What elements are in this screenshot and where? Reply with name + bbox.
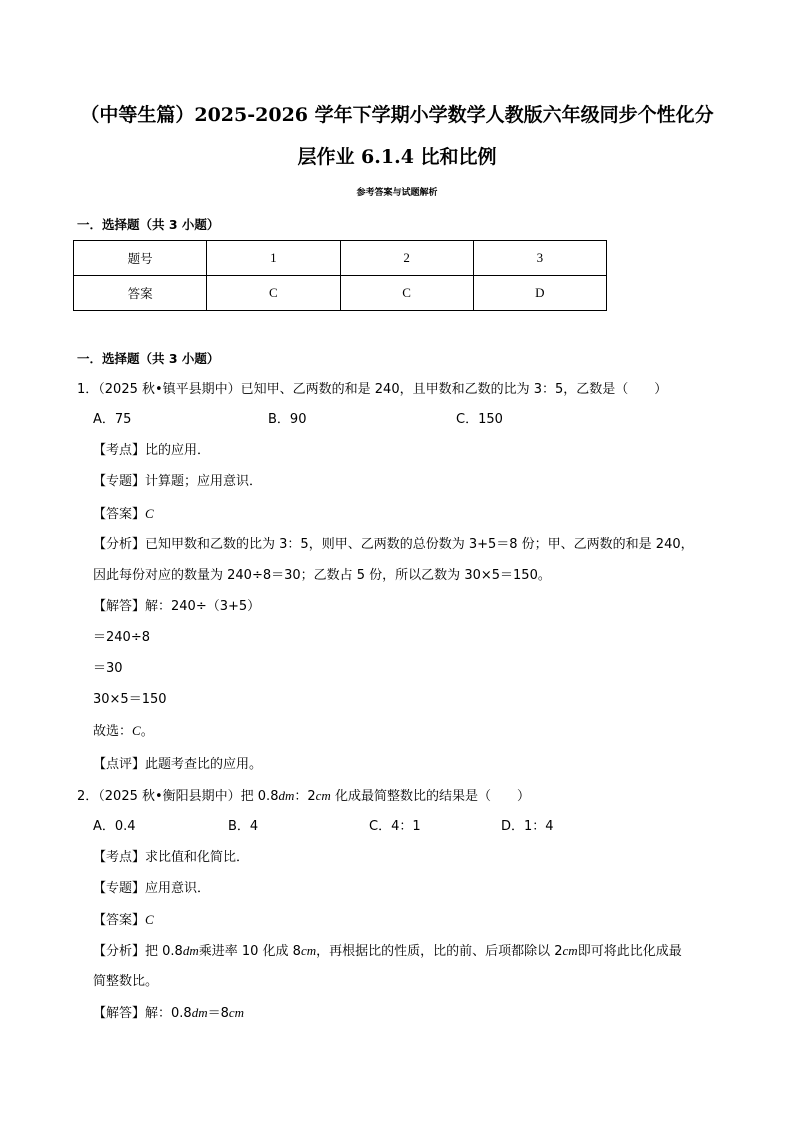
- q2-fenxi-part1: 把 0.8: [145, 944, 183, 959]
- q1-kaodian-tag: 【考点】: [93, 443, 146, 458]
- q1-jieda-tag: 【解答】: [93, 599, 146, 614]
- q1-fenxi-tag: 【分析】: [93, 537, 146, 552]
- q1-stem: 1．（2025 秋•镇平县期中）已知甲、乙两数的和是 240，且甲数和乙数的比为 3：5，乙数是（ ）: [77, 382, 668, 397]
- answer-table-number-cell: 3: [473, 241, 606, 276]
- q1-kaodian: [93, 442, 210, 460]
- q2-option-c: C．4：1: [369, 819, 421, 834]
- answer-table: [73, 240, 607, 311]
- q1-daan: [93, 505, 154, 524]
- q2-option-d: D．1：4: [501, 819, 554, 834]
- q1-jieda-line2: ＝240÷8: [93, 630, 150, 645]
- answer-table-answer-cell: C: [207, 276, 340, 311]
- q2-jieda-tag: 【解答】: [93, 1006, 146, 1021]
- q2-fenxi-line2: 简整数比。: [93, 974, 159, 989]
- q2-fenxi-part3: ，再根据比的性质，比的前、后项都除以 2: [316, 944, 563, 959]
- q2-jieda-unit1: dm: [191, 1005, 208, 1020]
- q1-jieda-line1: 解：240÷（3+5）: [145, 599, 261, 614]
- q1-option-b: B．90: [268, 412, 307, 427]
- q1-guxuan-suffix: 。: [140, 724, 154, 739]
- q2-daan-text: C: [145, 912, 154, 927]
- q1-zhuanti: [93, 473, 262, 491]
- document-title-line1: （中等生篇）2025-2026 学年下学期小学数学人教版六年级同步个性化分: [80, 104, 714, 126]
- q1-guxuan-letter: C: [132, 723, 141, 738]
- q1-dianping: [93, 756, 262, 774]
- q2-stem-unit1: dm: [278, 788, 295, 803]
- q1-fenxi: [93, 536, 694, 554]
- q2-jieda-part2: ＝8: [207, 1006, 229, 1021]
- document-title-line2: 层作业 6.1.4 比和比例: [297, 146, 497, 168]
- answer-table-answer-row: [74, 276, 607, 311]
- q2-jieda-part1: 解：0.8: [145, 1006, 192, 1021]
- q2-daan-tag: 【答案】: [93, 913, 146, 928]
- q2-stem-part3: 化成最简整数比的结果是（ ）: [330, 789, 530, 804]
- q1-guxuan-prefix: 故选：: [93, 724, 133, 739]
- q2-zhuanti-text: 应用意识．: [145, 881, 211, 896]
- q2-stem-unit2: cm: [315, 788, 331, 803]
- answer-table-number-label: 题号: [74, 241, 207, 276]
- q2-zhuanti-tag: 【专题】: [93, 881, 146, 896]
- q1-jieda-line4: 30×5＝150: [93, 692, 167, 707]
- q2-kaodian-text: 求比值和化简比．: [145, 850, 250, 865]
- answer-table-number-cell: 1: [207, 241, 340, 276]
- q2-jieda-unit2: cm: [228, 1005, 245, 1020]
- answer-table-number-row: [74, 241, 607, 276]
- q1-option-c: C．150: [456, 412, 503, 427]
- q1-guxuan: [93, 722, 154, 741]
- answer-table-answer-cell: D: [473, 276, 606, 311]
- q1-dianping-tag: 【点评】: [93, 757, 146, 772]
- q2-fenxi-unit2: cm: [300, 943, 317, 958]
- q2-fenxi-part4: 即可将此比化成最: [577, 944, 682, 959]
- q2-option-a: A．0.4: [93, 819, 136, 834]
- answer-table-answer-label: 答案: [74, 276, 207, 311]
- q1-jieda-line3: ＝30: [93, 661, 123, 676]
- q2-stem-part2: ：2: [294, 789, 316, 804]
- q2-daan: [93, 911, 154, 930]
- q1-dianping-text: 此题考查比的应用。: [145, 757, 263, 772]
- section-heading-answer-table: 一．选择题（共 3 小题）: [77, 217, 220, 232]
- q2-jieda: [93, 1004, 244, 1023]
- q2-stem-part1: 2．（2025 秋•衡阳县期中）把 0.8: [77, 789, 279, 804]
- q2-kaodian-tag: 【考点】: [93, 850, 146, 865]
- answer-table-answer-cell: C: [340, 276, 473, 311]
- q1-option-a: A．75: [93, 412, 132, 427]
- q1-zhuanti-text: 计算题；应用意识．: [145, 474, 263, 489]
- q1-fenxi-line1: 已知甲数和乙数的比为 3：5，则甲、乙两数的总份数为 3+5＝8 份；甲、乙两数的和是 240，: [145, 537, 694, 552]
- answer-table-number-cell: 2: [340, 241, 473, 276]
- q1-kaodian-text: 比的应用．: [145, 443, 211, 458]
- q1-zhuanti-tag: 【专题】: [93, 474, 146, 489]
- q1-jieda: [93, 598, 260, 616]
- q2-fenxi: [93, 942, 682, 961]
- q2-zhuanti: [93, 880, 210, 898]
- q1-daan-tag: 【答案】: [93, 507, 146, 522]
- q2-fenxi-tag: 【分析】: [93, 944, 146, 959]
- document-subtitle: 参考答案与试题解析: [356, 188, 438, 198]
- q1-fenxi-line2: 因此每份对应的数量为 240÷8＝30；乙数占 5 份，所以乙数为 30×5＝150。: [93, 568, 551, 583]
- section-heading-solutions: 一．选择题（共 3 小题）: [77, 351, 220, 366]
- q2-stem: [77, 787, 530, 806]
- q2-fenxi-unit3: cm: [562, 943, 578, 958]
- q2-fenxi-part2: 乘进率 10 化成 8: [198, 944, 301, 959]
- q2-fenxi-unit1: dm: [182, 943, 199, 958]
- q2-kaodian: [93, 849, 249, 867]
- q1-daan-text: C: [145, 506, 154, 521]
- q2-option-b: B．4: [228, 819, 259, 834]
